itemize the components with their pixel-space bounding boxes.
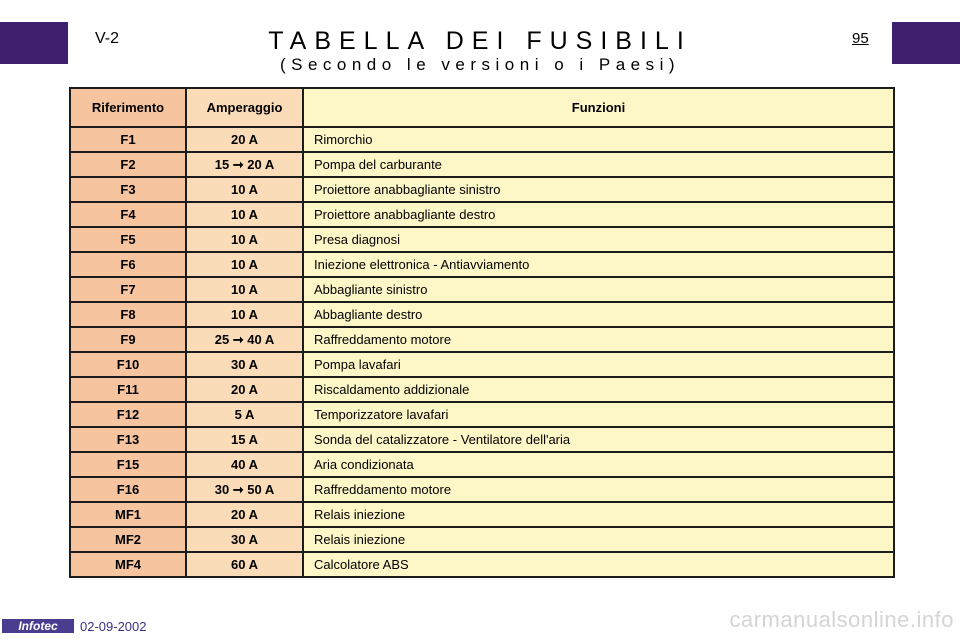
cell-amperage: 10 A <box>186 202 303 227</box>
cell-reference: F4 <box>70 202 186 227</box>
cell-amperage: 15 ➞ 20 A <box>186 152 303 177</box>
table-row <box>70 302 894 327</box>
cell-function: Aria condizionata <box>303 452 894 477</box>
table-row <box>70 377 894 402</box>
cell-amperage: 20 A <box>186 377 303 402</box>
cell-amperage: 10 A <box>186 227 303 252</box>
table-row <box>70 202 894 227</box>
table-row <box>70 452 894 477</box>
cell-function: Abbagliante sinistro <box>303 277 894 302</box>
table-header-row <box>70 88 894 127</box>
cell-reference: F7 <box>70 277 186 302</box>
cell-function: Raffreddamento motore <box>303 477 894 502</box>
cell-reference: F2 <box>70 152 186 177</box>
table-row <box>70 527 894 552</box>
cell-function: Proiettore anabbagliante destro <box>303 202 894 227</box>
cell-amperage: 10 A <box>186 277 303 302</box>
cell-function: Calcolatore ABS <box>303 552 894 577</box>
cell-reference: F16 <box>70 477 186 502</box>
table-row <box>70 502 894 527</box>
cell-amperage: 10 A <box>186 177 303 202</box>
table-row <box>70 402 894 427</box>
page-title: TABELLA DEI FUSIBILI <box>268 27 692 55</box>
cell-reference: F3 <box>70 177 186 202</box>
cell-amperage: 15 A <box>186 427 303 452</box>
cell-function: Presa diagnosi <box>303 227 894 252</box>
cell-reference: F13 <box>70 427 186 452</box>
table-row <box>70 477 894 502</box>
cell-function: Rimorchio <box>303 127 894 152</box>
fuse-table <box>69 87 895 578</box>
cell-reference: F5 <box>70 227 186 252</box>
table-row <box>70 352 894 377</box>
table-row <box>70 152 894 177</box>
cell-reference: F15 <box>70 452 186 477</box>
table-row <box>70 177 894 202</box>
table-row <box>70 227 894 252</box>
cell-function: Pompa del carburante <box>303 152 894 177</box>
cell-function: Sonda del catalizzatore - Ventilatore dell'aria <box>303 427 894 452</box>
cell-reference: F6 <box>70 252 186 277</box>
cell-amperage: 40 A <box>186 452 303 477</box>
cell-reference: F10 <box>70 352 186 377</box>
cell-reference: MF2 <box>70 527 186 552</box>
watermark: carmanualsonline.info <box>729 607 954 632</box>
page-subtitle: (Secondo le versioni o i Paesi) <box>279 55 681 74</box>
column-header-amperage: Amperaggio <box>186 88 303 127</box>
cell-amperage: 20 A <box>186 502 303 527</box>
cell-amperage: 10 A <box>186 302 303 327</box>
footer-date: 02-09-2002 <box>80 619 147 634</box>
cell-function: Iniezione elettronica - Antiavviamento <box>303 252 894 277</box>
cell-function: Relais iniezione <box>303 502 894 527</box>
column-header-reference: Riferimento <box>70 88 186 127</box>
cell-reference: F1 <box>70 127 186 152</box>
cell-reference: F12 <box>70 402 186 427</box>
cell-amperage: 30 A <box>186 527 303 552</box>
cell-function: Raffreddamento motore <box>303 327 894 352</box>
table-body <box>70 127 894 577</box>
cell-amperage: 20 A <box>186 127 303 152</box>
cell-amperage: 25 ➞ 40 A <box>186 327 303 352</box>
cell-reference: F9 <box>70 327 186 352</box>
cell-function: Pompa lavafari <box>303 352 894 377</box>
page-number[interactable]: 95 <box>852 30 869 47</box>
cell-function: Relais iniezione <box>303 527 894 552</box>
cell-function: Temporizzatore lavafari <box>303 402 894 427</box>
table-row <box>70 252 894 277</box>
cell-amperage: 5 A <box>186 402 303 427</box>
cell-reference: MF1 <box>70 502 186 527</box>
cell-function: Proiettore anabbagliante sinistro <box>303 177 894 202</box>
table-row <box>70 127 894 152</box>
cell-amperage: 60 A <box>186 552 303 577</box>
table-row <box>70 277 894 302</box>
column-header-functions: Funzioni <box>303 88 894 127</box>
cell-amperage: 10 A <box>186 252 303 277</box>
cell-function: Abbagliante destro <box>303 302 894 327</box>
cell-amperage: 30 ➞ 50 A <box>186 477 303 502</box>
section-code: V-2 <box>95 30 120 47</box>
cell-amperage: 30 A <box>186 352 303 377</box>
table-row <box>70 552 894 577</box>
cell-reference: MF4 <box>70 552 186 577</box>
infotec-logo: Infotec <box>2 619 74 633</box>
cell-reference: F11 <box>70 377 186 402</box>
cell-reference: F8 <box>70 302 186 327</box>
table-row <box>70 327 894 352</box>
cell-function: Riscaldamento addizionale <box>303 377 894 402</box>
table-row <box>70 427 894 452</box>
